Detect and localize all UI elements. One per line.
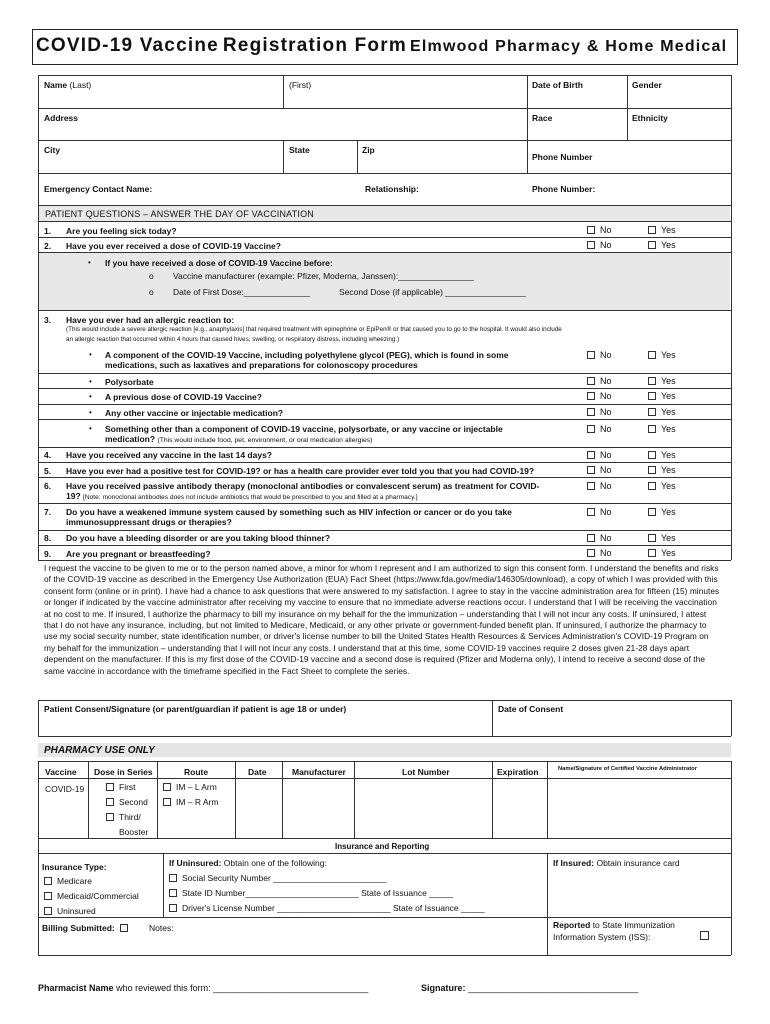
pharmacy-name: Elmwood Pharmacy & Home Medical: [410, 38, 728, 55]
insured-instructions: If Insured: Obtain insurance card: [553, 858, 680, 868]
q8-no-checkbox[interactable]: No: [587, 533, 612, 543]
col-manufacturer: Manufacturer: [292, 767, 346, 777]
dose-third-booster-checkbox[interactable]: Third/: [106, 812, 141, 822]
dose-second-checkbox[interactable]: Second: [106, 797, 148, 807]
q1-yes-checkbox[interactable]: Yes: [648, 225, 676, 235]
q2-no-checkbox[interactable]: No: [587, 240, 612, 250]
q5-yes-checkbox[interactable]: Yes: [648, 465, 676, 475]
q4-no-checkbox[interactable]: No: [587, 450, 612, 460]
q3c-yes-checkbox[interactable]: Yes: [648, 391, 676, 401]
q1-no-checkbox[interactable]: No: [587, 225, 612, 235]
q3e-no-checkbox[interactable]: No: [587, 424, 612, 434]
state-field[interactable]: State: [289, 145, 310, 155]
zip-field[interactable]: Zip: [362, 145, 375, 155]
question-3d: Any other vaccine or injectable medication?: [105, 408, 284, 418]
col-route: Route: [184, 767, 209, 777]
ins-medicaid-checkbox[interactable]: Medicaid/Commercial: [44, 891, 139, 901]
route-left-arm-checkbox[interactable]: IM – L Arm: [163, 782, 217, 792]
date-of-consent-field[interactable]: Date of Consent: [498, 704, 564, 714]
q2-manufacturer-field[interactable]: Vaccine manufacturer (example: Pfizer, Moderna, Janssen):________________: [173, 271, 474, 281]
pharmacist-signature-field[interactable]: Signature: __________________________________: [421, 983, 639, 993]
q3d-yes-checkbox[interactable]: Yes: [648, 407, 676, 417]
q3a-no-checkbox[interactable]: No: [587, 350, 612, 360]
consent-paragraph: I request the vaccine to be given to me or to the person named above, a minor for whom I represent and I am authorized to sign this consent form. I understand the benefits and risks of the COVID-19 vaccine as described in the Emergency Use Authorization (EUA) Fact Sheet (https://www.fda.gov/media/146305/download), a copy of which I was provided with this consent form (online or in print). I have had a chance to ask questions that were answered to my satisfaction. I agree to stay in the vaccine administration area for fifteen (15) minutes or longer if indicated by the vaccine administrator after receiving my vaccine to ensure that no immediate adverse reactions occur. I understand that I will be receiving the vaccination at no cost to me. If insured, I authorize the pharmacy to bill my insurance on my behalf for the the immunization – understanding that I will not incur any costs. If uninsured, I attest that I do not have any insurance, including, but not limited to Medicare, Medicaid, or any other private or government-funded benefit plan. If uninsured, I authorize the pharmacy to use my social security number, state identification number, or driver's license number to bill the United States Health Resources & Services Administration's COVID-19 Program on my behalf for the immunization – understanding that I will not incur any costs. I understand that at this time, some COVID-19 vaccines require 2 doses given 21-28 days apart dependent on the manufacturer. If this is my first dose of the COVID-19 vaccine and a second dose is required (Pfizer and Moderna only), I intend to receive a second dose of the same vaccine in accordance with the timeframe specified in the Fact Sheet to complete the series.: [44, 563, 720, 676]
q2-first-dose-field[interactable]: Date of First Dose:______________: [173, 287, 311, 297]
q9-yes-checkbox[interactable]: Yes: [648, 548, 676, 558]
q3b-no-checkbox[interactable]: No: [587, 376, 612, 386]
state-id-checkbox[interactable]: State ID Number________________________ State of Issuance _____: [169, 888, 453, 898]
dose-first-checkbox[interactable]: First: [106, 782, 136, 792]
q2-yes-checkbox[interactable]: Yes: [648, 240, 676, 250]
question-3a: A component of the COVID-19 Vaccine, including polyethylene glycol (PEG), which is found in some medications, such as laxatives and preparations for colonoscopy procedures: [105, 350, 509, 370]
question-3c: A previous dose of COVID-19 Vaccine?: [105, 392, 262, 402]
q5-no-checkbox[interactable]: No: [587, 465, 612, 475]
question-3e: Something other than a component of COVID-19 vaccine, polysorbate, or any vaccine or injectable medication? (This would include food, pet, environment, or oral medication allergies): [105, 424, 503, 444]
address-field[interactable]: Address: [44, 113, 79, 123]
name-first-field[interactable]: (First): [289, 80, 312, 90]
q3c-no-checkbox[interactable]: No: [587, 391, 612, 401]
col-lot: Lot Number: [402, 767, 450, 777]
insurance-heading: Insurance and Reporting: [335, 842, 430, 851]
question-8: Do you have a bleeding disorder or are you taking blood thinner?: [66, 533, 331, 543]
question-9: Are you pregnant or breastfeeding?: [66, 549, 211, 559]
ethnicity-field[interactable]: Ethnicity: [632, 113, 668, 123]
race-field[interactable]: Race: [532, 113, 553, 123]
q3e-yes-checkbox[interactable]: Yes: [648, 424, 676, 434]
question-1: Are you feeling sick today?: [66, 226, 177, 236]
ins-uninsured-checkbox[interactable]: Uninsured: [44, 906, 96, 916]
name-last-field[interactable]: Name (Last): [44, 80, 92, 90]
phone-field[interactable]: Phone Number: [532, 152, 593, 162]
q2-second-dose-field[interactable]: Second Dose (if applicable) _________________: [339, 287, 526, 297]
q4-yes-checkbox[interactable]: Yes: [648, 450, 676, 460]
emergency-contact-field[interactable]: Emergency Contact Name:: [44, 184, 153, 194]
notes-field[interactable]: Notes:: [149, 923, 174, 933]
billing-submitted-checkbox[interactable]: Billing Submitted:: [42, 923, 133, 933]
uninsured-instructions: If Uninsured: Obtain one of the following:: [169, 858, 327, 868]
q7-yes-checkbox[interactable]: Yes: [648, 507, 676, 517]
col-date: Date: [248, 767, 267, 777]
reported-iss-checkbox[interactable]: [700, 931, 709, 940]
col-dose: Dose in Series: [94, 767, 153, 777]
ssn-checkbox[interactable]: Social Security Number ________________________: [169, 873, 387, 883]
city-field[interactable]: City: [44, 145, 61, 155]
q8-yes-checkbox[interactable]: Yes: [648, 533, 676, 543]
question-6: Have you received passive antibody therapy (monoclonal antibodies or convalescent serum) as treatment for COVID- 19? [Note: monoclonal antibodies does not include antibiotics that would be prescribed to you and filled at a pharmacy.]: [66, 481, 540, 501]
insurance-type-label: Insurance Type:: [42, 862, 107, 872]
question-2: Have you ever received a dose of COVID-19 Vaccine?: [66, 241, 281, 251]
vaccine-value: COVID-19: [45, 784, 85, 794]
question-2a: If you have received a dose of COVID-19 Vaccine before:: [105, 258, 333, 268]
emergency-phone-field[interactable]: Phone Number:: [532, 184, 596, 194]
gender-field[interactable]: Gender: [632, 80, 662, 90]
form-title: COVID-19 Vaccine Registration Form: [36, 35, 407, 56]
col-expiration: Expiration: [497, 767, 539, 777]
route-right-arm-checkbox[interactable]: IM – R Arm: [163, 797, 219, 807]
col-administrator: Name/Signature of Certified Vaccine Administrator: [558, 766, 697, 772]
drivers-license-checkbox[interactable]: Driver's License Number ________________________ State of Issuance _____: [169, 903, 485, 913]
reported-iss-label: Reported to State Immunization: [553, 920, 675, 930]
questions-heading: PATIENT QUESTIONS – ANSWER THE DAY OF VACCINATION: [45, 209, 315, 219]
patient-signature-field[interactable]: Patient Consent/Signature (or parent/guardian if patient is age 18 or under): [44, 704, 347, 714]
q7-no-checkbox[interactable]: No: [587, 507, 612, 517]
q3d-no-checkbox[interactable]: No: [587, 407, 612, 417]
relationship-field[interactable]: Relationship:: [365, 184, 419, 194]
col-vaccine: Vaccine: [45, 767, 77, 777]
question-5: Have you ever had a positive test for COVID-19? or has a health care provider ever told you that you had COVID-19?: [66, 466, 535, 476]
question-3b: Polysorbate: [105, 377, 154, 387]
q3b-yes-checkbox[interactable]: Yes: [648, 376, 676, 386]
ins-medicare-checkbox[interactable]: Medicare: [44, 876, 92, 886]
q3a-yes-checkbox[interactable]: Yes: [648, 350, 676, 360]
pharmacy-use-heading: PHARMACY USE ONLY: [44, 745, 155, 756]
pharmacist-name-field[interactable]: Pharmacist Name who reviewed this form: _______________________________: [38, 983, 369, 993]
q6-no-checkbox[interactable]: No: [587, 481, 612, 491]
q6-yes-checkbox[interactable]: Yes: [648, 481, 676, 491]
question-3: Have you ever had an allergic reaction to:: [66, 315, 235, 325]
question-7: Do you have a weakened immune system caused by something such as HIV infection or cancer or do you take immunosuppressant drugs or therapies?: [66, 507, 512, 527]
q9-no-checkbox[interactable]: No: [587, 548, 612, 558]
question-4: Have you received any vaccine in the last 14 days?: [66, 450, 272, 460]
dob-field[interactable]: Date of Birth: [532, 80, 583, 90]
